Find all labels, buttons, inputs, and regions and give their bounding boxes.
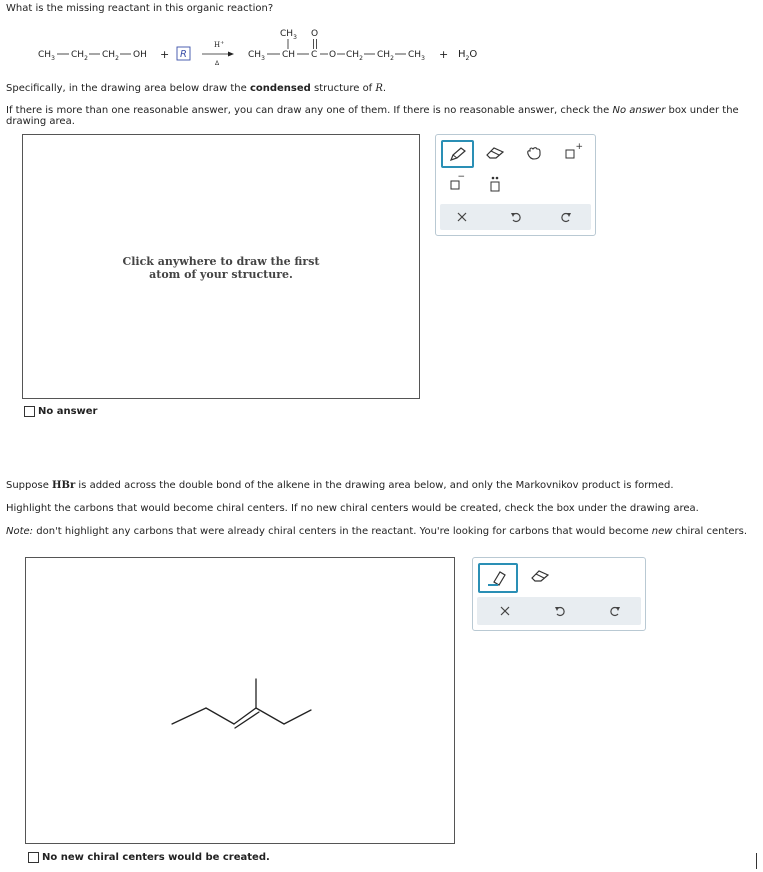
redo-button-2[interactable] — [603, 600, 627, 622]
reactant-ch2-a: $CH_2$ — [71, 50, 88, 62]
undo-button-2[interactable] — [548, 600, 572, 622]
instruction-condensed: Specifically, in the drawing area below draw the condensed structure of R. — [6, 83, 387, 94]
product-methyl: $CH_3$ — [280, 29, 297, 41]
product-ch2-b: $CH_2$ — [377, 50, 394, 62]
canvas-hint: Click anywhere to draw the first atom of your structure. — [122, 255, 320, 281]
pencil-icon — [449, 146, 467, 162]
instruction-no-answer: If there is more than one reasonable answer, you can draw any one of them. If there is no reasonable answer, check the No answer box under the drawing area. — [6, 105, 739, 127]
catalyst-h: H+ — [214, 40, 225, 49]
no-new-chiral-label: No new chiral centers would be created. — [42, 852, 270, 863]
product-ch2-a: $CH_2$ — [346, 50, 363, 62]
highlight-tool[interactable] — [478, 563, 518, 593]
eraser-icon — [485, 146, 505, 160]
water: $H_2O$ — [458, 49, 478, 62]
q2-line3: Note: don't highlight any carbons that were already chiral centers in the reactant. You're looking for carbons that would become new chiral centers. — [6, 526, 748, 537]
reactant-ch3: $CH_3$ — [38, 50, 55, 62]
action-row-2 — [477, 597, 641, 625]
redo-icon — [560, 211, 572, 223]
hand-icon — [525, 146, 543, 160]
product-carbonyl-o: O — [311, 29, 319, 39]
close-icon — [457, 212, 467, 222]
drawing-area-1[interactable] — [22, 134, 420, 399]
redo-icon — [609, 605, 621, 617]
lone-pair-tool[interactable] — [482, 173, 508, 195]
action-row-1 — [440, 204, 591, 230]
eraser-tool[interactable] — [482, 142, 508, 164]
no-new-chiral-box[interactable] — [28, 852, 39, 863]
product-ch3: $CH_3$ — [248, 50, 265, 62]
product-ester-o: O — [329, 50, 337, 60]
highlighter-icon — [486, 569, 510, 587]
reactant-oh: OH — [133, 50, 147, 60]
bond-2 — [206, 708, 234, 724]
product-ch3-end: $CH_3$ — [408, 50, 425, 62]
drawing-toolbar-1 — [435, 134, 596, 236]
product-carbonyl-c: C — [311, 50, 318, 60]
reaction-scheme — [0, 26, 763, 76]
r-label: R — [180, 49, 187, 60]
no-answer-label: No answer — [38, 406, 98, 417]
negative-charge-tool[interactable]: − — [441, 173, 470, 195]
plus-sign-2: + — [439, 48, 449, 61]
positive-charge-tool[interactable]: + — [560, 142, 586, 164]
move-tool[interactable] — [521, 142, 547, 164]
q2-line1: Suppose HBr is added across the double bond of the alkene in the drawing area below, and only the Markovnikov product is formed. — [6, 480, 674, 491]
clear-button[interactable] — [450, 206, 474, 228]
catalyst-heat: Δ — [215, 60, 220, 67]
product-ch: CH — [282, 50, 296, 60]
bond-1 — [172, 708, 206, 724]
undo-icon — [510, 211, 522, 223]
alkene-structure — [26, 558, 454, 843]
drawing-toolbar-2 — [472, 557, 646, 631]
close-icon — [500, 606, 510, 616]
pencil-tool[interactable] — [441, 140, 474, 168]
lone-pair-icon — [486, 175, 504, 193]
no-new-chiral-checkbox[interactable] — [28, 852, 270, 863]
drawing-area-2[interactable] — [25, 557, 455, 844]
plus-sign-1: + — [160, 48, 170, 61]
bond-4 — [284, 710, 311, 724]
redo-button[interactable] — [554, 206, 578, 228]
no-answer-checkbox[interactable] — [24, 406, 98, 417]
q2-line2: Highlight the carbons that would become chiral centers. If no new chiral centers would be created, check the box under the drawing area. — [6, 503, 699, 514]
reactant-ch2-b: $CH_2$ — [102, 50, 119, 62]
clear-button-2[interactable] — [493, 600, 517, 622]
question1-prompt: What is the missing reactant in this organic reaction? — [6, 3, 274, 14]
eraser-tool-2[interactable] — [525, 565, 555, 587]
no-answer-box[interactable] — [24, 406, 35, 417]
eraser-icon — [530, 569, 550, 583]
undo-icon — [554, 605, 566, 617]
undo-button[interactable] — [504, 206, 528, 228]
text-cursor — [756, 853, 757, 869]
bond-3 — [256, 708, 284, 724]
